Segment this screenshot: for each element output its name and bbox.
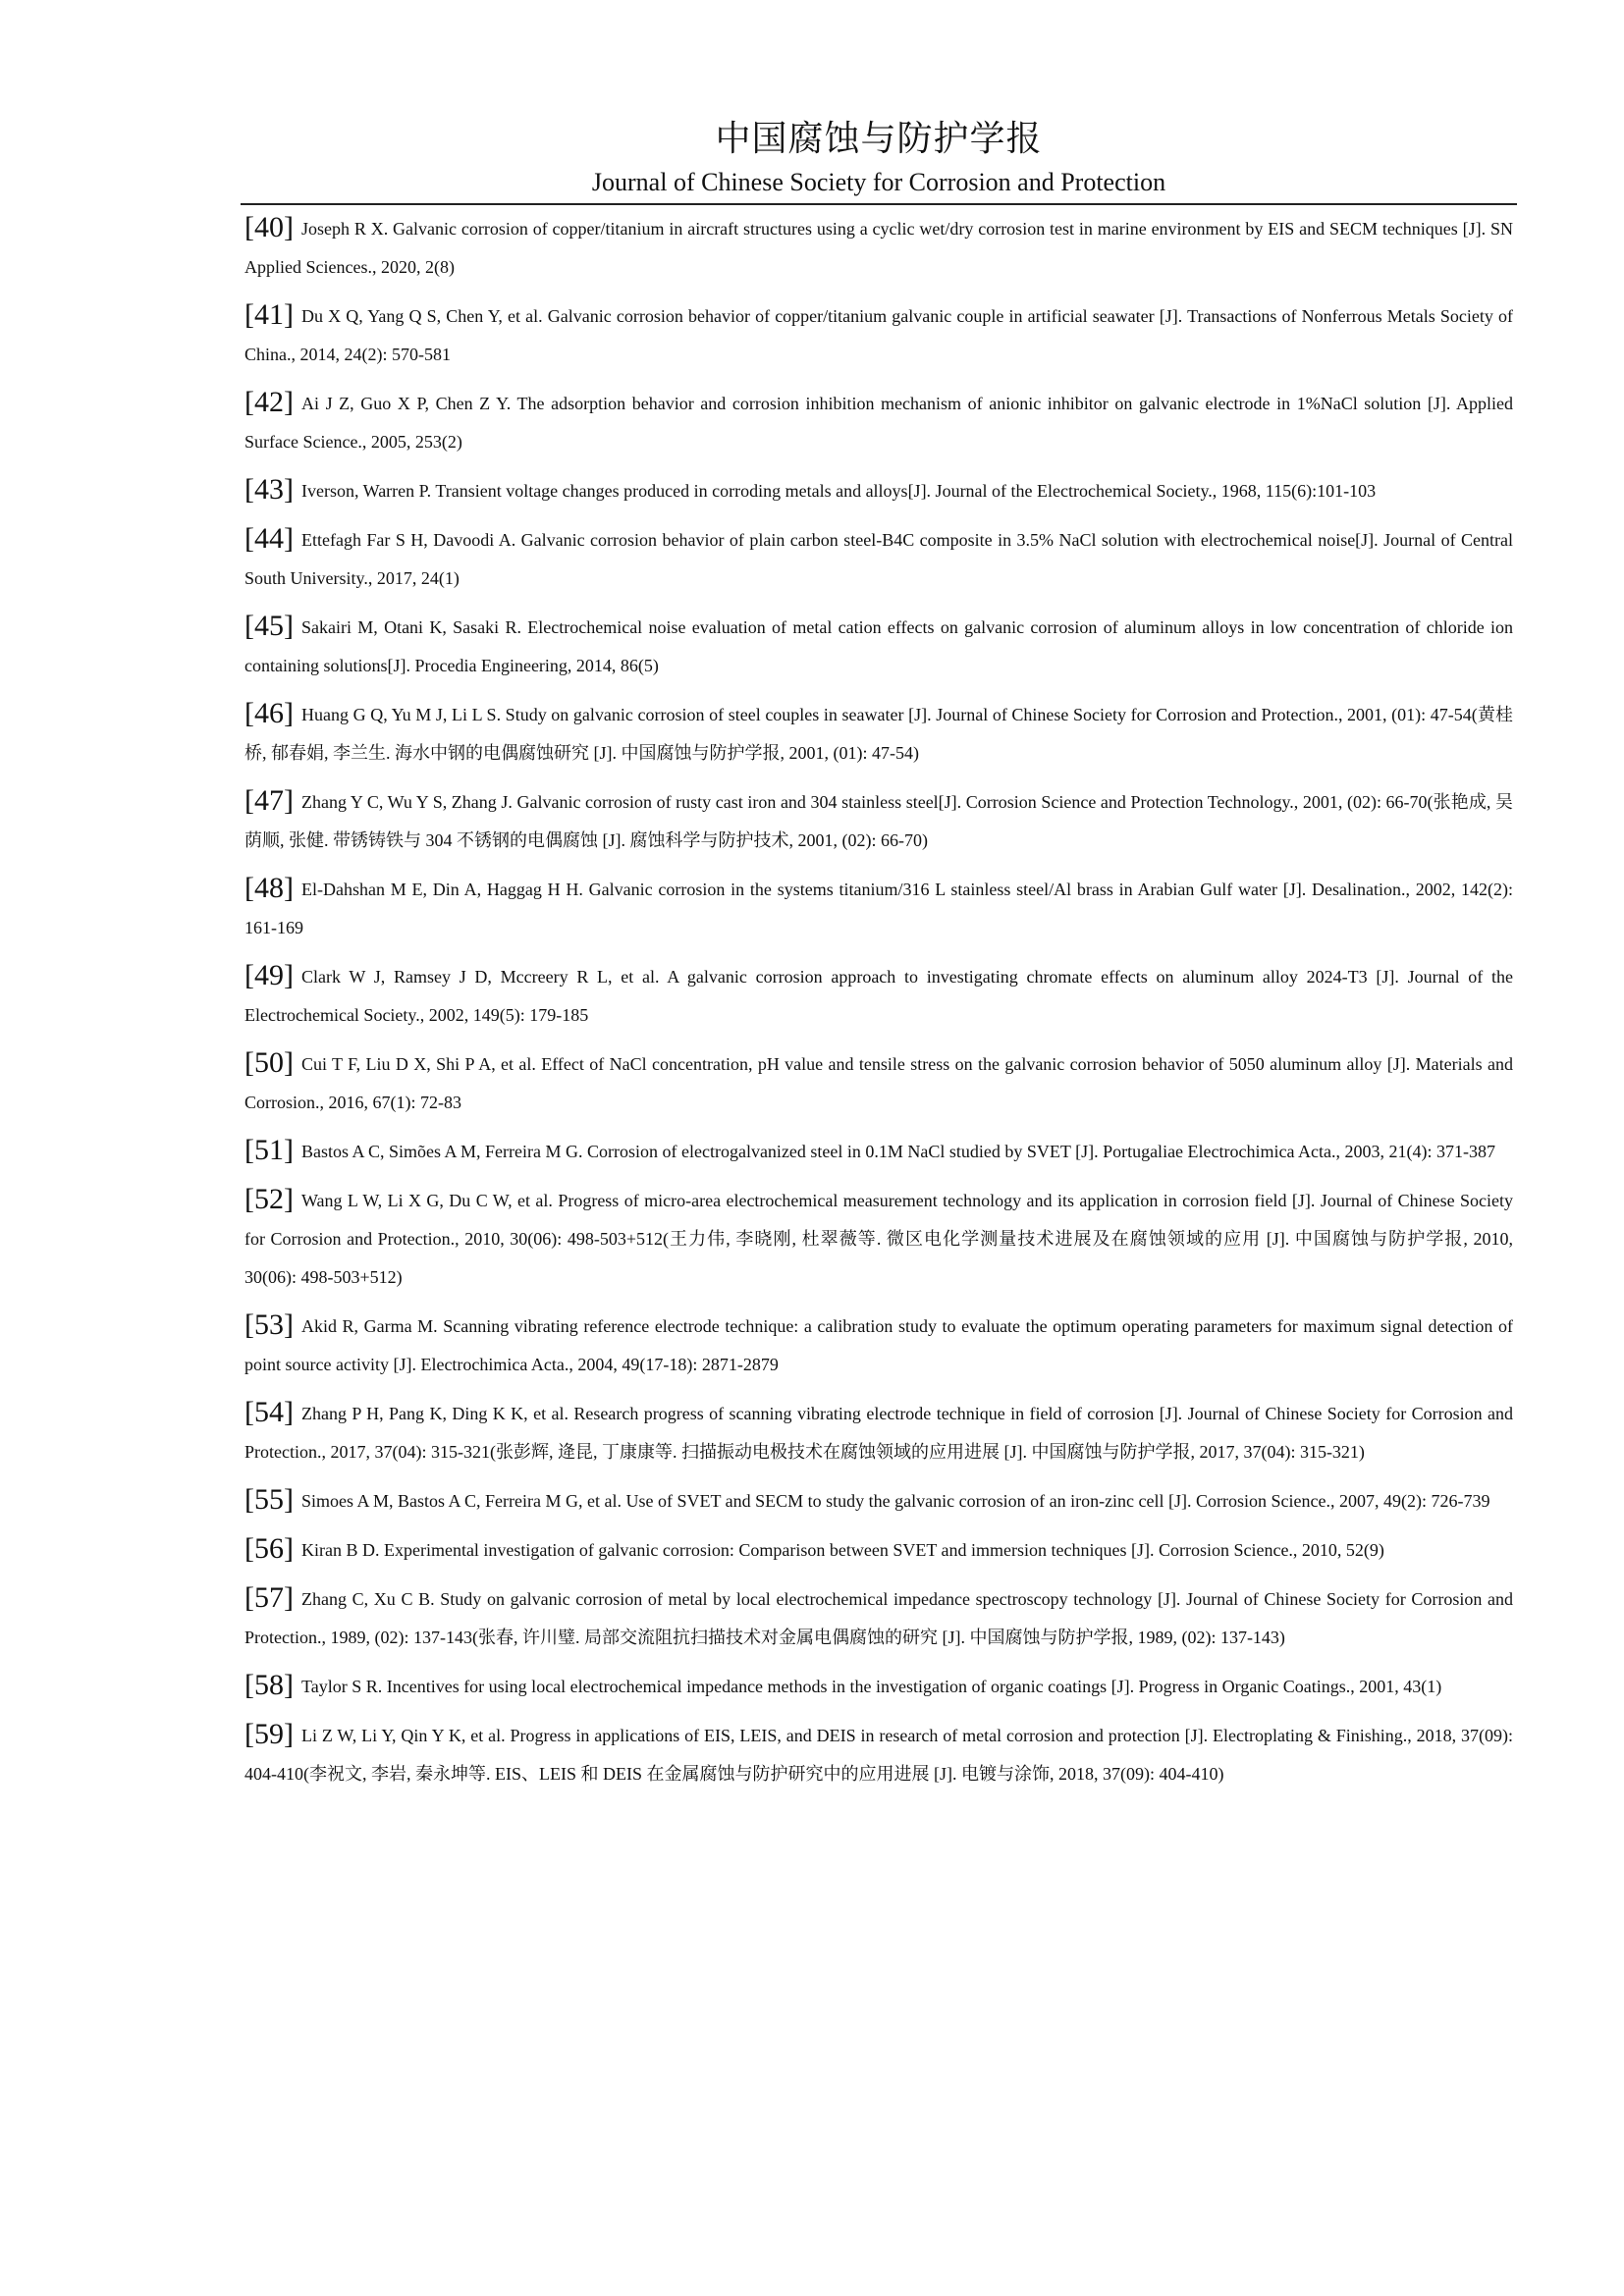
reference-entry bbox=[244, 383, 1513, 461]
reference-text: El-Dahshan M E, Din A, Haggag H H. Galvanic corrosion in the systems titanium/316 L stainless steel/Al brass in Arabian Gulf water [J]. Desalination., 2002, 142(2): 161-169 bbox=[244, 880, 1513, 937]
reference-number: [43] bbox=[244, 473, 294, 506]
reference-entry bbox=[244, 470, 1513, 510]
reference-entry bbox=[244, 1578, 1513, 1657]
reference-number: [48] bbox=[244, 872, 294, 904]
reference-entry bbox=[244, 1131, 1513, 1171]
reference-entry bbox=[244, 1306, 1513, 1384]
reference-entry bbox=[244, 519, 1513, 598]
reference-entry bbox=[244, 1715, 1513, 1793]
reference-number: [44] bbox=[244, 522, 294, 555]
journal-title-english: Journal of Chinese Society for Corrosion and Protection bbox=[591, 168, 1166, 196]
reference-text: Zhang P H, Pang K, Ding K K, et al. Research progress of scanning vibrating electrode technique in field of corrosion [J]. Journal of Chinese Society for Corrosion and Protection., 2017, 37(04): 315-321(张彭辉, 逄昆, 丁康康等. 扫描振动电极技术在腐蚀领域的应用进展 [J]. 中国腐蚀与防护学报, 2017, 37(04): 315-321) bbox=[244, 1404, 1513, 1462]
reference-number: [52] bbox=[244, 1183, 294, 1215]
reference-text: Joseph R X. Galvanic corrosion of copper/titanium in aircraft structures using a cyclic wet/dry corrosion test in marine environment by EIS and SECM techniques [J]. SN Applied Sciences., 2020, 2(8) bbox=[244, 219, 1513, 277]
journal-title-chinese: 中国腐蚀与防护学报 bbox=[715, 119, 1043, 159]
reference-text: Wang L W, Li X G, Du C W, et al. Progress of micro-area electrochemical measurement technology and its application in corrosion field [J]. Journal of Chinese Society for Corrosion and Protection., 2010, 30(06): 498-503+512(王力伟, 李晓刚, 杜翠薇等. 微区电化学测量技术进展及在腐蚀领域的应用 [J]. 中国腐蚀与防护学报, 2010, 30(06): 498-503+512) bbox=[244, 1191, 1513, 1287]
reference-entry bbox=[244, 1529, 1513, 1570]
reference-number: [40] bbox=[244, 211, 294, 243]
reference-entry bbox=[244, 694, 1513, 773]
reference-entry bbox=[244, 1666, 1513, 1706]
reference-number: [59] bbox=[244, 1718, 294, 1750]
reference-entry bbox=[244, 1480, 1513, 1521]
reference-entry bbox=[244, 869, 1513, 947]
reference-text: Huang G Q, Yu M J, Li L S. Study on galvanic corrosion of steel couples in seawater [J]. Journal of Chinese Society for Corrosion and Protection., 2001, (01): 47-54(黄桂桥, 郁春娟, 李兰生. 海水中钢的电偶腐蚀研究 [J]. 中国腐蚀与防护学报, 2001, (01): 47-54) bbox=[244, 705, 1513, 763]
reference-entry bbox=[244, 295, 1513, 374]
reference-number: [56] bbox=[244, 1532, 294, 1565]
reference-entry bbox=[244, 956, 1513, 1035]
reference-text: Zhang Y C, Wu Y S, Zhang J. Galvanic corrosion of rusty cast iron and 304 stainless steel[J]. Corrosion Science and Protection Technology., 2001, (02): 66-70(张艳成, 吴荫顺, 张健. 带锈铸铁与 304 不锈钢的电偶腐蚀 [J]. 腐蚀科学与防护技术, 2001, (02): 66-70) bbox=[244, 792, 1513, 850]
reference-text: Ai J Z, Guo X P, Chen Z Y. The adsorption behavior and corrosion inhibition mechanism of anionic inhibitor on galvanic electrode in 1%NaCl solution [J]. Applied Surface Science., 2005, 253(2) bbox=[244, 394, 1513, 452]
reference-number: [58] bbox=[244, 1669, 294, 1701]
reference-text: Du X Q, Yang Q S, Chen Y, et al. Galvanic corrosion behavior of copper/titanium galvanic couple in artificial seawater [J]. Transactions of Nonferrous Metals Society of China., 2014, 24(2): 570-581 bbox=[244, 306, 1513, 364]
reference-text: Zhang C, Xu C B. Study on galvanic corrosion of metal by local electrochemical impedance spectroscopy technology [J]. Journal of Chinese Society for Corrosion and Protection., 1989, (02): 137-143(张春, 许川璧. 局部交流阻抗扫描技术对金属电偶腐蚀的研究 [J]. 中国腐蚀与防护学报, 1989, (02): 137-143) bbox=[244, 1589, 1513, 1647]
reference-text: Sakairi M, Otani K, Sasaki R. Electrochemical noise evaluation of metal cation effects on galvanic corrosion of aluminum alloys in low concentration of chloride ion containing solutions[J]. Procedia Engineering, 2014, 86(5) bbox=[244, 617, 1513, 675]
reference-number: [55] bbox=[244, 1483, 294, 1516]
reference-text: Iverson, Warren P. Transient voltage changes produced in corroding metals and alloys[J]. Journal of the Electrochemical Society., 1968, 115(6):101-103 bbox=[300, 481, 1377, 501]
reference-number: [47] bbox=[244, 784, 294, 817]
reference-number: [51] bbox=[244, 1134, 294, 1166]
reference-number: [57] bbox=[244, 1581, 294, 1614]
reference-entry bbox=[244, 208, 1513, 287]
reference-entry bbox=[244, 1043, 1513, 1122]
reference-number: [46] bbox=[244, 697, 294, 729]
reference-entry bbox=[244, 1180, 1513, 1297]
reference-number: [42] bbox=[244, 386, 294, 418]
journal-header bbox=[241, 116, 1517, 200]
reference-text: Clark W J, Ramsey J D, Mccreery R L, et al. A galvanic corrosion approach to investigating chromate effects on aluminum alloy 2024-T3 [J]. Journal of the Electrochemical Society., 2002, 149(5): 179-185 bbox=[244, 967, 1513, 1025]
reference-number: [41] bbox=[244, 298, 294, 331]
reference-number: [49] bbox=[244, 959, 294, 991]
reference-text: Taylor S R. Incentives for using local electrochemical impedance methods in the investigation of organic coatings [J]. Progress in Organic Coatings., 2001, 43(1) bbox=[300, 1677, 1442, 1696]
header-divider bbox=[241, 203, 1517, 205]
reference-number: [45] bbox=[244, 610, 294, 642]
reference-text: Cui T F, Liu D X, Shi P A, et al. Effect of NaCl concentration, pH value and tensile stress on the galvanic corrosion behavior of 5050 aluminum alloy [J]. Materials and Corrosion., 2016, 67(1): 72-83 bbox=[244, 1054, 1513, 1112]
reference-text: Simoes A M, Bastos A C, Ferreira M G, et al. Use of SVET and SECM to study the galvanic corrosion of an iron-zinc cell [J]. Corrosion Science., 2007, 49(2): 726-739 bbox=[300, 1491, 1490, 1511]
reference-entry bbox=[244, 781, 1513, 860]
reference-entry bbox=[244, 607, 1513, 685]
reference-text: Kiran B D. Experimental investigation of galvanic corrosion: Comparison between SVET and immersion techniques [J]. Corrosion Science., 2010, 52(9) bbox=[300, 1540, 1384, 1560]
reference-number: [54] bbox=[244, 1396, 294, 1428]
reference-entry bbox=[244, 1393, 1513, 1471]
reference-number: [53] bbox=[244, 1308, 294, 1341]
reference-text: Akid R, Garma M. Scanning vibrating reference electrode technique: a calibration study to evaluate the optimum operating parameters for maximum signal detection of point source activity [J]. Electrochimica Acta., 2004, 49(17-18): 2871-2879 bbox=[244, 1316, 1513, 1374]
reference-list bbox=[244, 208, 1513, 1802]
reference-number: [50] bbox=[244, 1046, 294, 1079]
reference-text: Li Z W, Li Y, Qin Y K, et al. Progress in applications of EIS, LEIS, and DEIS in research of metal corrosion and protection [J]. Electroplating & Finishing., 2018, 37(09): 404-410(李祝文, 李岩, 秦永坤等. EIS、LEIS 和 DEIS 在金属腐蚀与防护研究中的应用进展 [J]. 电镀与涂饰, 2018, 37(09): 404-410) bbox=[244, 1726, 1513, 1784]
reference-text: Bastos A C, Simões A M, Ferreira M G. Corrosion of electrogalvanized steel in 0.1M NaCl studied by SVET [J]. Portugaliae Electrochimica Acta., 2003, 21(4): 371-387 bbox=[300, 1142, 1495, 1161]
reference-text: Ettefagh Far S H, Davoodi A. Galvanic corrosion behavior of plain carbon steel-B4C composite in 3.5% NaCl solution with electrochemical noise[J]. Journal of Central South University., 2017, 24(1) bbox=[244, 530, 1513, 588]
